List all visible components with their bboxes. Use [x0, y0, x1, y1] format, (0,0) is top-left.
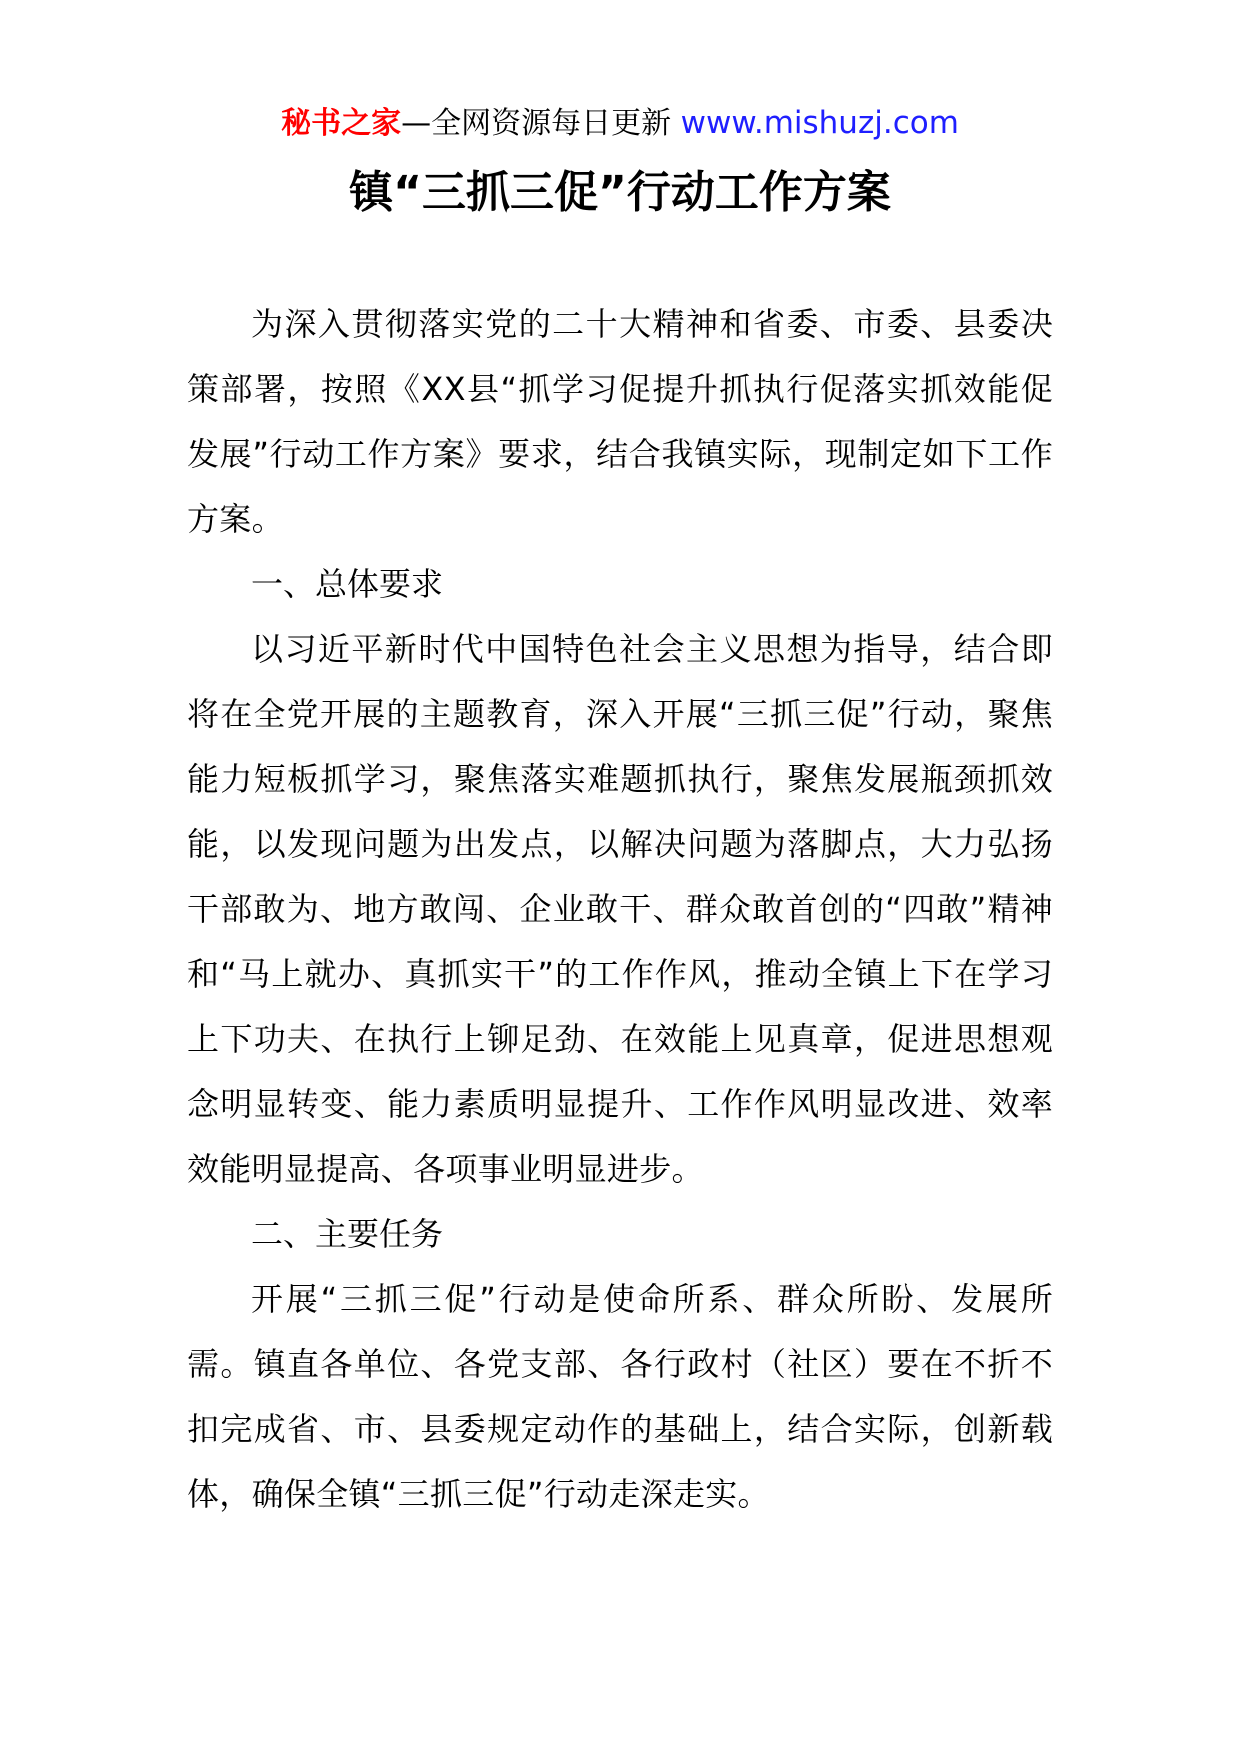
- site-banner: [0, 101, 1240, 146]
- document-title: 镇“三抓三促”行动工作方案: [349, 167, 891, 218]
- banner-slogan: —全网资源每日更新: [401, 106, 672, 141]
- section2-heading: 二、主要任务: [251, 1215, 444, 1253]
- section1-paragraph: 以习近平新时代中国特色社会主义思想为指导，结合即将在全党开展的主题教育，深入开展“三抓三促”行动，聚焦能力短板抓学习，聚焦落实难题抓执行，聚焦发展瓶颈抓效能，以发现问题为出发点，以解决问题为落脚点，大力弘扬干部敢为、地方敢闯、企业敢干、群众敢首创的“四敢”精神和“马上就办、真抓实干”的工作作风，推动全镇上下在学习上下功夫、在执行上铆足劲、在效能上见真章，促进思想观念明显转变、能力素质明显提升、工作作风明显改进、效率效能明显提高、各项事业明显进步。: [187, 630, 1053, 1188]
- document-body: [187, 292, 1053, 1527]
- banner-brand: 秘书之家: [281, 106, 402, 141]
- banner-url[interactable]: www.mishuzj.com: [680, 105, 959, 141]
- section2-paragraph: 开展“三抓三促”行动是使命所系、群众所盼、发展所需。镇直各单位、各党支部、各行政村（社区）要在不折不扣完成省、市、县委规定动作的基础上，结合实际，创新载体，确保全镇“三抓三促”行动走深走实。: [187, 1280, 1053, 1513]
- intro-paragraph: 为深入贯彻落实党的二十大精神和省委、市委、县委决策部署，按照《XX县“抓学习促提升抓执行促落实抓效能促发展”行动工作方案》要求，结合我镇实际，现制定如下工作方案。: [187, 305, 1053, 538]
- section1-heading: 一、总体要求: [251, 565, 444, 603]
